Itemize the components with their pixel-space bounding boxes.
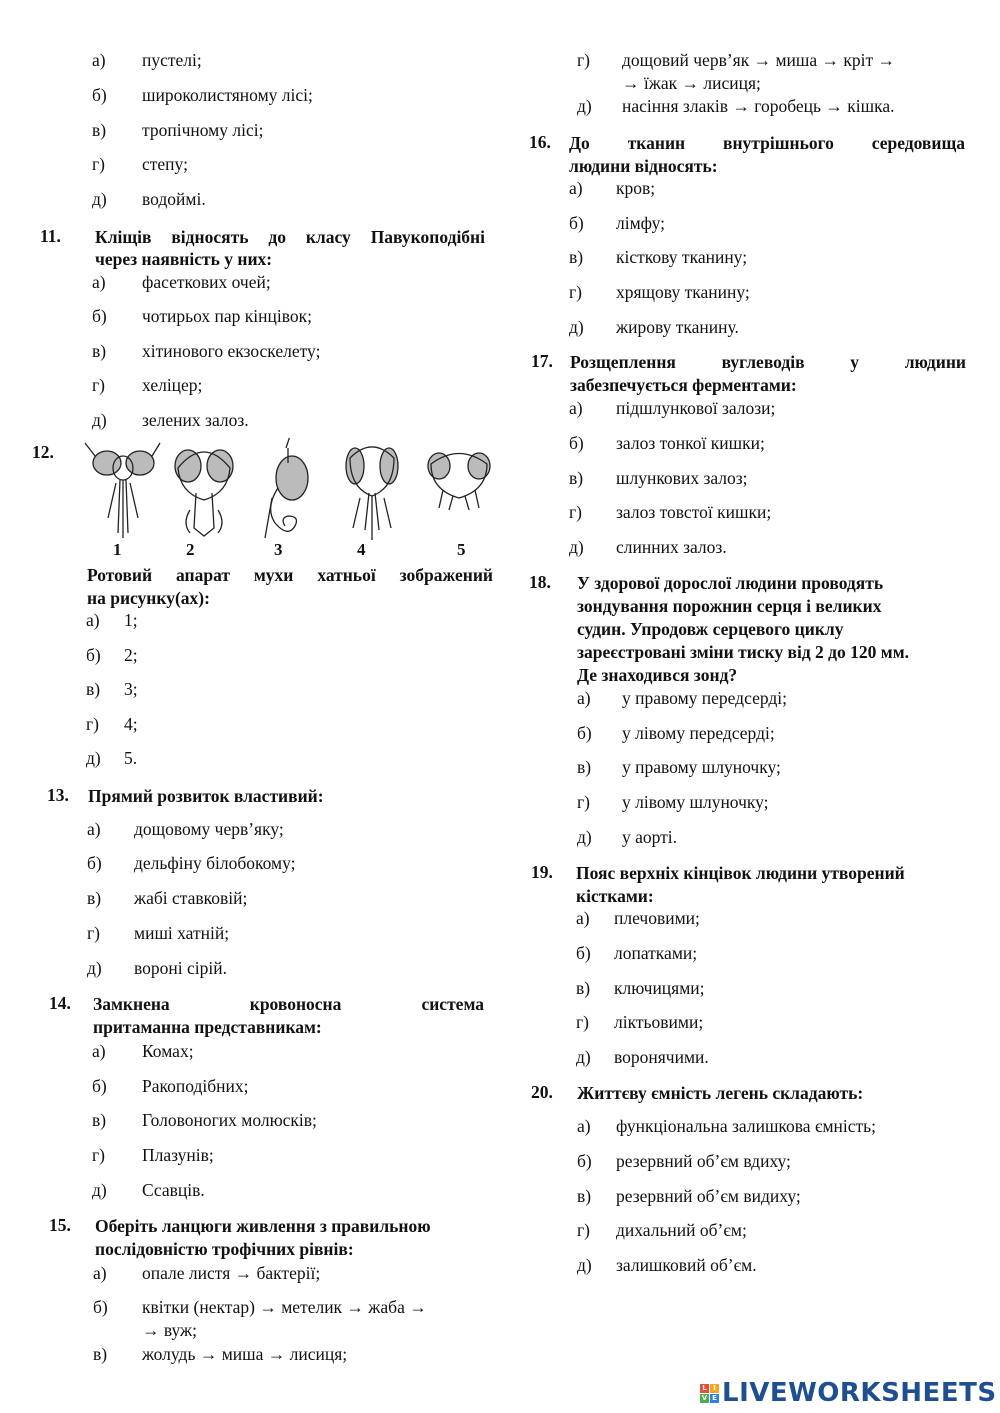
question-text: забезпечується ферментами: xyxy=(570,375,797,395)
mouthpart-drawing-4 xyxy=(346,447,398,540)
question-text: Прямий розвиток властивий: xyxy=(88,786,324,806)
question-text: Ротовий апарат мухи хатньої зображений xyxy=(87,565,493,585)
option-text: Комах; xyxy=(142,1041,194,1061)
option-text: дощовому черв’яку; xyxy=(134,819,284,839)
question-text: зареєстровані зміни тиску від 2 до 120 мм. xyxy=(577,642,909,662)
option-letter: а) xyxy=(92,1041,106,1061)
option-text: тропічному лісі; xyxy=(142,120,264,140)
question-number: 11. xyxy=(40,226,61,246)
figure-label: 4 xyxy=(357,540,366,559)
option-text: 3; xyxy=(124,679,138,699)
option-text: Головоногих молюсків; xyxy=(142,1110,317,1130)
option-letter: д) xyxy=(569,317,584,337)
logo-icon xyxy=(700,1384,719,1403)
question-number: 17. xyxy=(531,351,553,371)
option-text: Плазунів; xyxy=(142,1145,214,1165)
option-letter: в) xyxy=(577,757,592,777)
option-letter: а) xyxy=(569,398,583,418)
option-text-continuation: → вуж; xyxy=(142,1320,198,1340)
option-letter: а) xyxy=(92,272,106,292)
question-number: 20. xyxy=(531,1082,553,1102)
option-text: опале листя → бактерії; xyxy=(142,1263,321,1283)
option-text: плечовими; xyxy=(614,908,700,928)
option-text: чотирьох пар кінцівок; xyxy=(142,306,312,326)
question-number: 16. xyxy=(529,132,551,152)
option-letter: б) xyxy=(577,1151,592,1171)
option-text: жабі ставковій; xyxy=(134,888,248,908)
option-letter: в) xyxy=(92,1110,107,1130)
option-letter: в) xyxy=(576,978,591,998)
option-text: квітки (нектар) → метелик → жаба → xyxy=(142,1297,427,1317)
figure-label: 5 xyxy=(457,540,466,559)
question-text: кістками: xyxy=(576,886,654,906)
option-text: у аорті. xyxy=(622,827,678,847)
option-text: дихальний об’єм; xyxy=(616,1220,747,1240)
option-text: у правому передсерді; xyxy=(622,688,787,708)
option-letter: д) xyxy=(86,748,101,768)
option-text: кров; xyxy=(616,178,656,198)
option-text: дельфіну білобокому; xyxy=(134,853,296,873)
question-text: через наявність у них: xyxy=(95,249,273,269)
option-text-continuation: → їжак → лисиця; xyxy=(622,73,761,93)
option-text: ключицями; xyxy=(614,978,705,998)
question-text: зондування порожнин серця і великих xyxy=(577,596,882,616)
option-letter: б) xyxy=(576,943,591,963)
option-letter: д) xyxy=(92,189,107,209)
logo-block: L xyxy=(700,1384,709,1393)
option-letter: в) xyxy=(92,120,107,140)
option-text: 2; xyxy=(124,645,138,665)
question-number: 12. xyxy=(32,442,54,462)
option-letter: а) xyxy=(92,50,106,70)
question-text: притаманна представникам: xyxy=(93,1017,322,1037)
option-text: резервний об’єм вдиху; xyxy=(616,1151,791,1171)
question-text: людини відносять: xyxy=(569,156,718,176)
option-letter: б) xyxy=(577,723,592,743)
option-letter: г) xyxy=(569,282,583,302)
figure-label: 3 xyxy=(274,540,283,559)
option-letter: д) xyxy=(577,1255,592,1275)
option-text: функціональна залишкова ємність; xyxy=(616,1116,877,1136)
option-text: жолудь → миша → лисиця; xyxy=(142,1344,348,1364)
option-letter: д) xyxy=(577,827,592,847)
option-text: водоймі. xyxy=(142,189,206,209)
option-letter: в) xyxy=(93,1344,108,1364)
option-letter: д) xyxy=(92,410,107,430)
option-text: залоз товстої кишки; xyxy=(616,502,772,522)
option-text: резервний об’єм видиху; xyxy=(616,1186,801,1206)
option-letter: г) xyxy=(577,792,591,812)
option-letter: в) xyxy=(87,888,102,908)
option-text: степу; xyxy=(142,154,188,174)
logo-block: I xyxy=(710,1384,719,1393)
option-letter: д) xyxy=(569,537,584,557)
option-letter: а) xyxy=(576,908,590,928)
option-letter: д) xyxy=(577,96,592,116)
option-text: залоз тонкої кишки; xyxy=(616,433,765,453)
option-text: широколистяному лісі; xyxy=(142,85,313,105)
option-text: у правому шлуночку; xyxy=(622,757,781,777)
question-text: Пояс верхніх кінцівок людини утворений xyxy=(576,863,905,883)
question-text: Оберіть ланцюги живлення з правильною xyxy=(95,1216,431,1236)
option-letter: б) xyxy=(569,213,584,233)
option-text: 4; xyxy=(124,714,138,734)
option-text: Ракоподібних; xyxy=(142,1076,249,1096)
option-text: лімфу; xyxy=(616,213,665,233)
option-letter: д) xyxy=(87,958,102,978)
option-text: фасеткових очей; xyxy=(142,272,271,292)
option-letter: д) xyxy=(92,1180,107,1200)
question-text: У здорової дорослої людини проводять xyxy=(577,573,884,593)
option-letter: г) xyxy=(577,50,591,70)
option-text: жирову тканину. xyxy=(616,317,739,337)
question-text: До тканин внутрішнього середовища xyxy=(569,133,965,153)
logo-text: LIVEWORKSHEETS xyxy=(722,1378,997,1408)
option-text: слинних залоз. xyxy=(616,537,727,557)
question-text: Де знаходився зонд? xyxy=(577,665,738,685)
option-letter: б) xyxy=(86,645,101,665)
option-text: Ссавців. xyxy=(142,1180,205,1200)
option-text: хрящову тканину; xyxy=(616,282,750,302)
option-text: залишковий об’єм. xyxy=(616,1255,757,1275)
option-letter: г) xyxy=(87,923,101,943)
insect-mouthparts-figure xyxy=(80,438,500,546)
question-text: Розщеплення вуглеводів у людини xyxy=(570,352,966,372)
option-text: зелених залоз. xyxy=(142,410,249,430)
option-text: шлункових залоз; xyxy=(616,468,748,488)
mouthpart-drawing-2 xyxy=(175,450,233,536)
option-text: кісткову тканину; xyxy=(616,247,748,267)
option-text: хітинового екзоскелету; xyxy=(142,341,321,361)
option-letter: г) xyxy=(86,714,100,734)
option-letter: в) xyxy=(92,341,107,361)
mouthpart-drawing-1 xyxy=(85,443,160,538)
option-letter: б) xyxy=(569,433,584,453)
question-number: 19. xyxy=(531,862,553,882)
question-text: послідовністю трофічних рівнів: xyxy=(95,1239,354,1259)
question-number: 13. xyxy=(47,785,69,805)
option-text: ліктьовими; xyxy=(614,1012,704,1032)
figure-label: 1 xyxy=(113,540,122,559)
option-letter: б) xyxy=(87,853,102,873)
option-letter: а) xyxy=(577,688,591,708)
question-number: 18. xyxy=(529,572,551,592)
logo-block: E xyxy=(710,1394,719,1403)
option-letter: а) xyxy=(86,610,100,630)
option-letter: а) xyxy=(569,178,583,198)
question-text: судин. Упродовж серцевого циклу xyxy=(577,619,844,639)
option-text: 5. xyxy=(124,748,138,768)
option-text: лопатками; xyxy=(614,943,698,963)
option-letter: б) xyxy=(92,85,107,105)
option-letter: в) xyxy=(86,679,101,699)
question-number: 14. xyxy=(49,993,71,1013)
option-letter: г) xyxy=(92,375,106,395)
option-letter: а) xyxy=(577,1116,591,1136)
option-text: у лівому передсерді; xyxy=(622,723,775,743)
question-text: Життєву ємність легень складають: xyxy=(577,1083,864,1103)
option-letter: г) xyxy=(92,154,106,174)
option-letter: б) xyxy=(92,1076,107,1096)
option-letter: г) xyxy=(92,1145,106,1165)
option-text: 1; xyxy=(124,610,138,630)
option-letter: г) xyxy=(576,1012,590,1032)
option-text: воронячими. xyxy=(614,1047,709,1067)
option-letter: б) xyxy=(93,1297,108,1317)
option-text: пустелі; xyxy=(142,50,202,70)
option-text: насіння злаків → горобець → кішка. xyxy=(622,96,895,116)
option-text: у лівому шлуночку; xyxy=(622,792,769,812)
option-letter: б) xyxy=(92,306,107,326)
question-text: Кліщів відносять до класу Павукоподібні xyxy=(95,227,485,247)
option-letter: а) xyxy=(93,1263,107,1283)
option-text: вороні сірій. xyxy=(134,958,227,978)
option-letter: в) xyxy=(577,1186,592,1206)
mouthpart-drawing-5 xyxy=(428,453,490,510)
option-text: підшлункової залози; xyxy=(616,398,776,418)
option-letter: г) xyxy=(577,1220,591,1240)
option-letter: в) xyxy=(569,468,584,488)
question-text: Замкнена кровоносна система xyxy=(93,994,484,1014)
logo-block: V xyxy=(701,1393,708,1402)
option-letter: а) xyxy=(87,819,101,839)
figure-label: 2 xyxy=(186,540,195,559)
option-text: хеліцер; xyxy=(142,375,203,395)
option-text: дощовий черв’як → миша → кріт → xyxy=(622,50,896,70)
option-letter: г) xyxy=(569,502,583,522)
mouthpart-drawing-3 xyxy=(265,438,308,538)
question-number: 15. xyxy=(49,1215,71,1235)
option-text: миші хатній; xyxy=(134,923,230,943)
liveworksheets-logo[interactable] xyxy=(700,1378,997,1408)
option-letter: д) xyxy=(576,1047,591,1067)
question-text: на рисунку(ах): xyxy=(87,588,210,608)
option-letter: в) xyxy=(569,247,584,267)
